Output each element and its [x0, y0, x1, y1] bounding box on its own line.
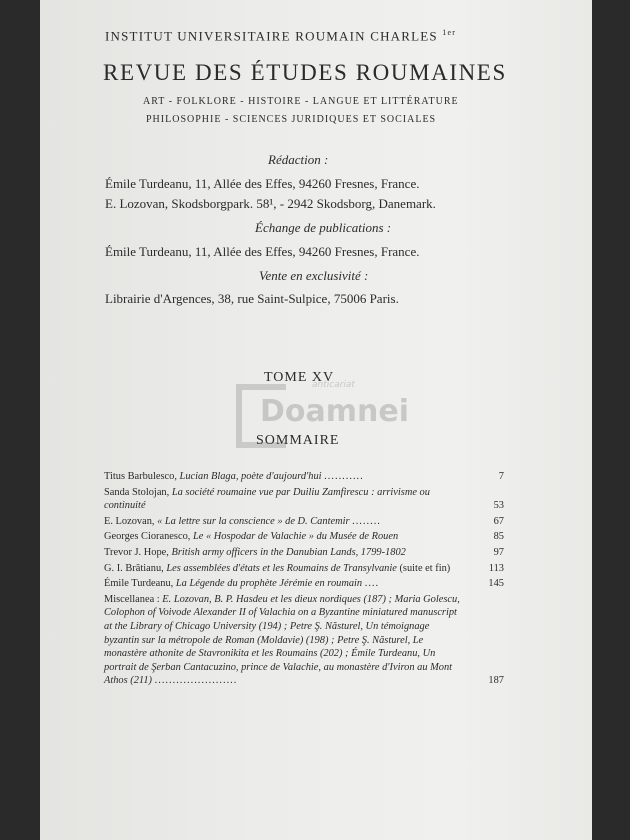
toc-page-number: 53	[493, 500, 504, 512]
toc-title: Les assemblées d'états et les Roumains de Transylvanie	[166, 562, 397, 574]
toc-author: Émile Turdeanu,	[104, 578, 174, 590]
sales-label: Vente en exclusivité :	[259, 268, 369, 283]
toc-title-suffix: (suite et fin)	[399, 562, 451, 574]
toc-author: Titus Barbulesco,	[104, 471, 177, 482]
watermark-big-text: Doamnei	[260, 394, 410, 429]
toc-page-number: 145	[488, 578, 504, 590]
toc-author: Miscellanea :	[104, 593, 160, 605]
toc-page-number: 97	[493, 546, 504, 558]
toc-author: Sanda Stolojan,	[104, 486, 170, 498]
toc-dot-leader: ...........	[324, 471, 364, 482]
institute-superscript: 1er	[442, 28, 457, 37]
toc-entry-text	[104, 577, 500, 591]
toc-page-number: 85	[493, 531, 504, 543]
toc-author: Trevor J. Hope,	[104, 546, 169, 558]
toc-dot-leader: .......................	[154, 675, 238, 687]
redaction-label: Rédaction :	[268, 152, 329, 167]
table-of-contents	[104, 470, 504, 690]
institute-text: INSTITUT UNIVERSITAIRE ROUMAIN CHARLES	[105, 28, 438, 44]
toc-entry	[104, 486, 504, 513]
redaction-address-1: Émile Turdeanu, 11, Allée des Effes, 94260 Fresnes, France.	[105, 176, 420, 191]
toc-entry-text	[104, 546, 500, 560]
contents-title: SOMMAIRE	[256, 433, 340, 448]
sales-address: Librairie d'Argences, 38, rue Saint-Sulpice, 75006 Paris.	[105, 291, 399, 306]
toc-title: La société roumaine vue par Duiliu Zamfirescu : arrivisme ou continuité	[104, 486, 430, 512]
subtitle-line-1: ART - FOLKLORE - HISTOIRE - LANGUE ET LITTÉRATURE	[143, 96, 459, 107]
toc-entry	[104, 562, 504, 576]
toc-entry	[104, 593, 504, 688]
toc-entry-text	[104, 515, 500, 529]
toc-entry-text	[104, 470, 500, 484]
toc-entry-text	[104, 562, 500, 576]
toc-title: Lucian Blaga, poète d'aujourd'hui	[179, 471, 322, 482]
toc-entry	[104, 577, 504, 591]
toc-page-number: 7	[498, 471, 504, 482]
toc-title: « La lettre sur la conscience » de D. Cantemir	[157, 515, 350, 527]
toc-title: La Légende du prophète Jérémie en roumain	[175, 578, 363, 590]
toc-dot-leader: ........	[352, 515, 381, 527]
toc-title: E. Lozovan, B. P. Hasdeu et les dieux nordiques (187) ; Maria Golescu, Colophon of Voivode Alexander II of Valachia on a Byzantine miniatured manuscript at the Library of Chicago University (194) ; Petre Ş. Năsturel, Un témoignage byzantin sur la métropole de Roman (Moldavie) (198) ; Petre Ş. Năsturel, Le monastère athonite de Stavronikita et les Roumains (202) ; Émile Turdeanu, Un portrait de Şerban Cantacuzino, prince de Valachie, au monastère d'Iviron au Mont Athos (211)	[104, 593, 460, 687]
toc-entry	[104, 530, 504, 544]
institute-name	[105, 28, 456, 44]
toc-entry-text	[104, 486, 500, 513]
exchange-address: Émile Turdeanu, 11, Allée des Effes, 94260 Fresnes, France.	[105, 244, 420, 259]
toc-author: G. I. Brătianu,	[104, 562, 164, 574]
toc-page-number: 113	[488, 562, 504, 574]
exchange-label: Échange de publications :	[255, 220, 392, 235]
toc-title: Le « Hospodar de Valachie » du Musée de Rouen	[192, 531, 399, 543]
toc-page-number: 67	[493, 515, 504, 527]
toc-entry	[104, 470, 504, 484]
subtitle-line-2: PHILOSOPHIE - SCIENCES JURIDIQUES ET SOCIALES	[146, 114, 437, 125]
toc-entry-text	[104, 593, 500, 688]
volume-number: TOME XV	[264, 370, 335, 385]
toc-entry	[104, 515, 504, 529]
redaction-address-2: E. Lozovan, Skodsborgpark. 58¹, - 2942 Skodsborg, Danemark.	[105, 196, 436, 211]
watermark-small-text: anticariat	[312, 380, 355, 390]
toc-author: E. Lozovan,	[104, 515, 155, 527]
toc-entry-text	[104, 530, 500, 544]
toc-entry	[104, 546, 504, 560]
toc-author: Georges Cioranesco,	[104, 531, 191, 543]
toc-title: British army officers in the Danubian Lands, 1799-1802	[171, 546, 406, 558]
toc-page-number: 187	[488, 675, 504, 687]
book-page	[40, 0, 592, 840]
toc-dot-leader: ....	[364, 578, 380, 590]
journal-title: REVUE DES ÉTUDES ROUMAINES	[103, 60, 507, 85]
